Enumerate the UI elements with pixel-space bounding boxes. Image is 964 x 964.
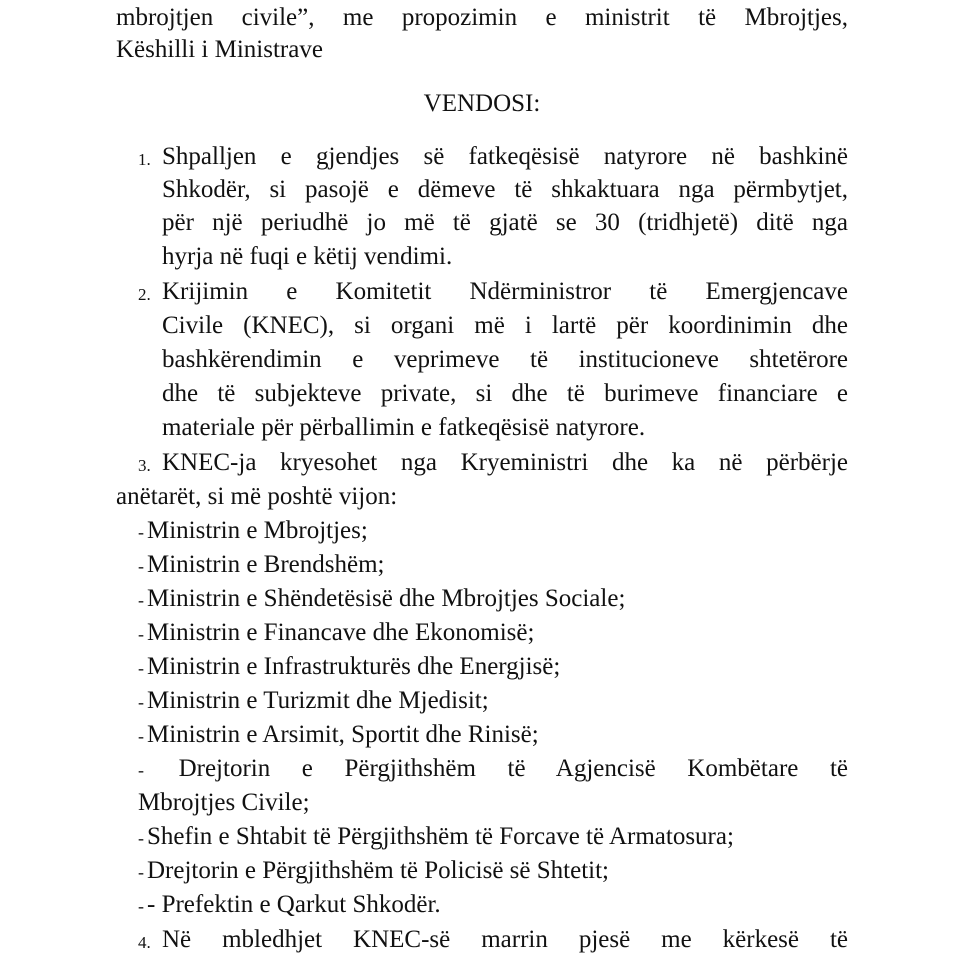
member-item xyxy=(138,650,848,685)
item-1-line-2: Shkodër, si pasojë e dëmeve të shkaktuara nga përmbytjet, xyxy=(162,176,848,203)
dash-marker: - xyxy=(138,624,144,644)
member-item xyxy=(138,820,848,855)
member-item xyxy=(138,888,848,923)
member-text: - Prefektin e Qarkut Shkodër. xyxy=(147,891,441,918)
member-text: Shefin e Shtabit të Përgjithshëm të Forcave të Armatosura; xyxy=(147,823,734,850)
dash-marker: - xyxy=(138,726,144,746)
member-item xyxy=(138,854,848,889)
member-text: Ministrin e Financave dhe Ekonomisë; xyxy=(147,619,535,646)
member-item xyxy=(138,548,848,583)
item-1-line-1: Shpalljen e gjendjes së fatkeqësisë natyrore në bashkinë xyxy=(162,143,848,170)
member-text: Ministrin e Turizmit dhe Mjedisit; xyxy=(147,687,489,714)
member-text: Ministrin e Shëndetësisë dhe Mbrojtjes Sociale; xyxy=(147,585,626,612)
dash-marker: - xyxy=(138,692,144,712)
item-4-number: 4. xyxy=(138,933,151,952)
item-3-number: 3. xyxy=(138,456,151,475)
item-3-line-1: KNEC-ja kryesohet nga Kryeministri dhe ka në përbërje xyxy=(162,449,848,476)
member-text: Drejtorin e Përgjithshëm të Policisë së Shtetit; xyxy=(147,857,609,884)
item-1-number: 1. xyxy=(138,150,151,169)
item-1-line-3: për një periudhë jo më të gjatë se 30 (tridhjetë) ditë nga xyxy=(162,209,848,236)
dash-marker: - xyxy=(138,556,144,576)
item-2-line-4: dhe të subjekteve private, si dhe të burimeve financiare e xyxy=(162,380,848,407)
member-item-continuation: Mbrojtjes Civile; xyxy=(138,789,310,816)
dash-marker: - xyxy=(138,590,144,610)
dash-marker: - xyxy=(138,760,144,780)
member-item xyxy=(138,514,848,549)
dash-marker: - xyxy=(138,522,144,542)
dash-marker: - xyxy=(138,862,144,882)
member-text: Ministrin e Brendshëm; xyxy=(147,551,385,578)
section-heading: VENDOSI: xyxy=(423,90,541,117)
member-text: Ministrin e Arsimit, Sportit dhe Rinisë; xyxy=(147,721,539,748)
dash-marker: - xyxy=(138,658,144,678)
member-text: Ministrin e Mbrojtjes; xyxy=(147,517,368,544)
dash-marker: - xyxy=(138,828,144,848)
member-item xyxy=(138,718,848,753)
item-3-line-2: anëtarët, si më poshtë vijon: xyxy=(116,483,398,510)
member-text: Drejtorin e Përgjithshëm të Agjencisë Kombëtare të xyxy=(178,755,848,782)
item-2-line-5: materiale për përballimin e fatkeqësisë natyrore. xyxy=(162,414,646,441)
item-2-line-2: Civile (KNEC), si organi më i lartë për koordinimin dhe xyxy=(162,312,848,339)
item-2-line-3: bashkërendimin e veprimeve të institucioneve shtetërore xyxy=(162,346,848,373)
member-item xyxy=(138,684,848,719)
member-item xyxy=(138,582,848,617)
member-text: Ministrin e Infrastrukturës dhe Energjisë; xyxy=(147,653,561,680)
member-item xyxy=(138,616,848,651)
item-1-line-4: hyrja në fuqi e këtij vendimi. xyxy=(162,243,453,270)
dash-marker: - xyxy=(138,896,144,916)
item-4-line-1: Në mbledhjet KNEC-së marrin pjesë me kërkesë të xyxy=(162,926,848,953)
member-item xyxy=(138,752,848,787)
intro-line-1: mbrojtjen civile”, me propozimin e ministrit të Mbrojtjes, xyxy=(116,4,848,31)
intro-line-2: Këshilli i Ministrave xyxy=(116,36,323,63)
item-2-line-1: Krijimin e Komitetit Ndërministror të Emergjencave xyxy=(162,278,848,305)
item-2-number: 2. xyxy=(138,285,151,304)
